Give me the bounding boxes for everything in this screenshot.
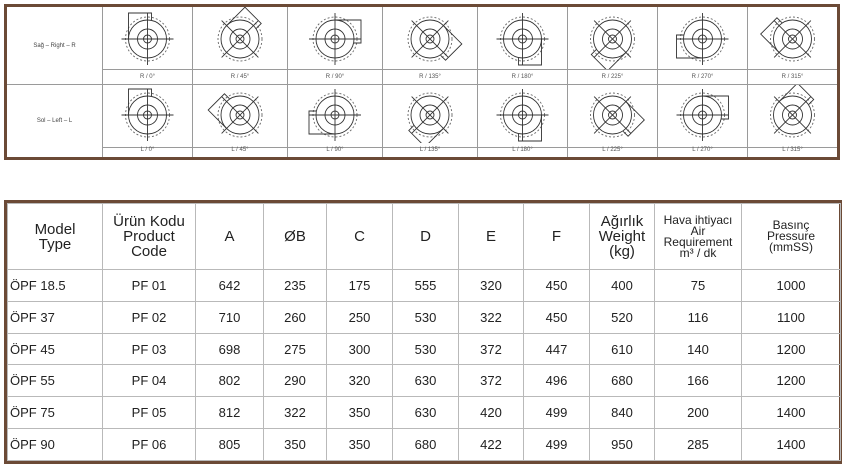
- cell-e: 322: [459, 301, 524, 333]
- cell-d: 555: [393, 270, 459, 302]
- fan-housing-outline-icon: [383, 7, 477, 69]
- fan-housing-outline-icon: [383, 85, 477, 143]
- table-row: [8, 301, 841, 333]
- cell-c: 320: [327, 365, 393, 397]
- orientation-caption: R / 270°: [691, 74, 714, 80]
- fan-orientation-diagram: [568, 7, 657, 69]
- cell-c: 350: [327, 397, 393, 429]
- fan-housing-outline-icon: [568, 7, 657, 69]
- fan-housing-outline-icon: [658, 7, 747, 69]
- fan-orientation-diagram: [383, 85, 477, 143]
- cell-weight: 840: [590, 397, 655, 429]
- fan-orientation-diagram: [658, 85, 747, 143]
- cell-f: 499: [524, 429, 590, 461]
- col-header-model: Model Type: [8, 204, 103, 270]
- orientation-caption: L / 270°: [692, 147, 713, 153]
- fan-orientation-diagram: [748, 85, 837, 143]
- cell-b: 275: [264, 333, 327, 365]
- fan-housing-outline-icon: [658, 85, 747, 143]
- cell-model: ÖPF 90: [8, 429, 103, 461]
- spec-table: [4, 200, 842, 464]
- cell-c: 350: [327, 429, 393, 461]
- orientation-caption: L / 45°: [231, 147, 249, 153]
- cell-f: 496: [524, 365, 590, 397]
- left-row-label: Sol – Left – L: [36, 118, 73, 124]
- cell-e: 372: [459, 333, 524, 365]
- cell-e: 372: [459, 365, 524, 397]
- cell-a: 812: [196, 397, 264, 429]
- cell-code: PF 03: [103, 333, 196, 365]
- col-header-weight: Ağırlık Weight (kg): [590, 204, 655, 270]
- header-row: [8, 204, 841, 270]
- cell-a: 642: [196, 270, 264, 302]
- table-row: [8, 365, 841, 397]
- fan-housing-outline-icon: [568, 85, 657, 143]
- cell-b: 322: [264, 397, 327, 429]
- cell-model: ÖPF 75: [8, 397, 103, 429]
- orientation-caption: R / 180°: [511, 74, 534, 80]
- cell-air: 166: [655, 365, 742, 397]
- cell-a: 710: [196, 301, 264, 333]
- fan-orientation-diagram: [383, 7, 477, 69]
- fan-housing-outline-icon: [193, 85, 287, 143]
- fan-housing-outline-icon: [288, 85, 382, 143]
- fan-orientation-diagram: [288, 85, 382, 143]
- orientation-caption: L / 0°: [140, 147, 155, 153]
- cell-air: 200: [655, 397, 742, 429]
- orientation-caption: R / 45°: [230, 74, 250, 80]
- fan-housing-outline-icon: [748, 7, 837, 69]
- fan-housing-outline-icon: [103, 7, 192, 69]
- cell-model: ÖPF 55: [8, 365, 103, 397]
- orientation-caption: R / 315°: [781, 74, 804, 80]
- fan-orientation-diagram: [193, 85, 287, 143]
- col-header-code: Ürün Kodu Product Code: [103, 204, 196, 270]
- col-header-e: E: [459, 204, 524, 270]
- fan-orientation-diagram: [478, 85, 567, 143]
- cell-d: 680: [393, 429, 459, 461]
- cell-a: 698: [196, 333, 264, 365]
- cell-f: 450: [524, 301, 590, 333]
- col-header-d: D: [393, 204, 459, 270]
- fan-orientation-diagram: [658, 7, 747, 69]
- cell-pressure: 1100: [742, 301, 841, 333]
- fan-housing-outline-icon: [288, 7, 382, 69]
- col-header-f: F: [524, 204, 590, 270]
- spec-table-grid: [7, 203, 841, 461]
- cell-b: 290: [264, 365, 327, 397]
- cell-air: 75: [655, 270, 742, 302]
- col-header-b: ØB: [264, 204, 327, 270]
- cell-air: 285: [655, 429, 742, 461]
- cell-e: 420: [459, 397, 524, 429]
- fan-orientation-diagram: [103, 85, 192, 143]
- cell-pressure: 1200: [742, 333, 841, 365]
- orientation-caption: L / 225°: [602, 147, 623, 153]
- right-row-label: Sağ – Right – R: [33, 43, 76, 49]
- cell-code: PF 06: [103, 429, 196, 461]
- fan-housing-outline-icon: [748, 85, 837, 143]
- fan-orientation-diagram: [478, 7, 567, 69]
- cell-c: 175: [327, 270, 393, 302]
- table-row: [8, 270, 841, 302]
- orientation-table: [4, 4, 840, 160]
- cell-pressure: 1400: [742, 397, 841, 429]
- cell-code: PF 02: [103, 301, 196, 333]
- fan-housing-outline-icon: [103, 85, 192, 143]
- cell-b: 260: [264, 301, 327, 333]
- fan-orientation-diagram: [568, 85, 657, 143]
- cell-weight: 520: [590, 301, 655, 333]
- fan-orientation-diagram: [193, 7, 287, 69]
- orientation-caption: L / 315°: [782, 147, 803, 153]
- cell-model: ÖPF 37: [8, 301, 103, 333]
- orientation-caption: R / 135°: [419, 74, 441, 80]
- fan-housing-outline-icon: [193, 7, 287, 69]
- cell-c: 250: [327, 301, 393, 333]
- fan-orientation-diagram: [748, 7, 837, 69]
- cell-weight: 610: [590, 333, 655, 365]
- cell-f: 450: [524, 270, 590, 302]
- cell-pressure: 1200: [742, 365, 841, 397]
- cell-a: 805: [196, 429, 264, 461]
- orientation-caption: L / 135°: [419, 147, 441, 153]
- col-header-a: A: [196, 204, 264, 270]
- col-header-c: C: [327, 204, 393, 270]
- cell-code: PF 05: [103, 397, 196, 429]
- cell-d: 630: [393, 397, 459, 429]
- cell-d: 530: [393, 333, 459, 365]
- fan-housing-outline-icon: [478, 7, 567, 69]
- cell-d: 530: [393, 301, 459, 333]
- orientation-caption: R / 90°: [325, 74, 345, 80]
- orientation-caption: R / 0°: [139, 74, 156, 80]
- cell-weight: 680: [590, 365, 655, 397]
- cell-pressure: 1000: [742, 270, 841, 302]
- fan-orientation-diagram: [103, 7, 192, 69]
- cell-b: 235: [264, 270, 327, 302]
- cell-d: 630: [393, 365, 459, 397]
- cell-b: 350: [264, 429, 327, 461]
- orientation-caption: L / 180°: [512, 147, 533, 153]
- cell-a: 802: [196, 365, 264, 397]
- cell-e: 320: [459, 270, 524, 302]
- cell-air: 140: [655, 333, 742, 365]
- cell-e: 422: [459, 429, 524, 461]
- cell-f: 499: [524, 397, 590, 429]
- table-row: [8, 429, 841, 461]
- cell-f: 447: [524, 333, 590, 365]
- cell-weight: 950: [590, 429, 655, 461]
- table-row: [8, 333, 841, 365]
- cell-code: PF 01: [103, 270, 196, 302]
- col-header-air: Hava ihtiyacı Air Requirement m³ / dk: [655, 204, 742, 270]
- cell-air: 116: [655, 301, 742, 333]
- fan-housing-outline-icon: [478, 85, 567, 143]
- cell-code: PF 04: [103, 365, 196, 397]
- cell-pressure: 1400: [742, 429, 841, 461]
- table-row: [8, 397, 841, 429]
- cell-weight: 400: [590, 270, 655, 302]
- cell-model: ÖPF 18.5: [8, 270, 103, 302]
- fan-orientation-diagram: [288, 7, 382, 69]
- col-header-pressure: Basınç Pressure (mmSS): [742, 204, 841, 270]
- cell-model: ÖPF 45: [8, 333, 103, 365]
- orientation-caption: R / 225°: [601, 74, 624, 80]
- orientation-caption: L / 90°: [326, 147, 344, 153]
- cell-c: 300: [327, 333, 393, 365]
